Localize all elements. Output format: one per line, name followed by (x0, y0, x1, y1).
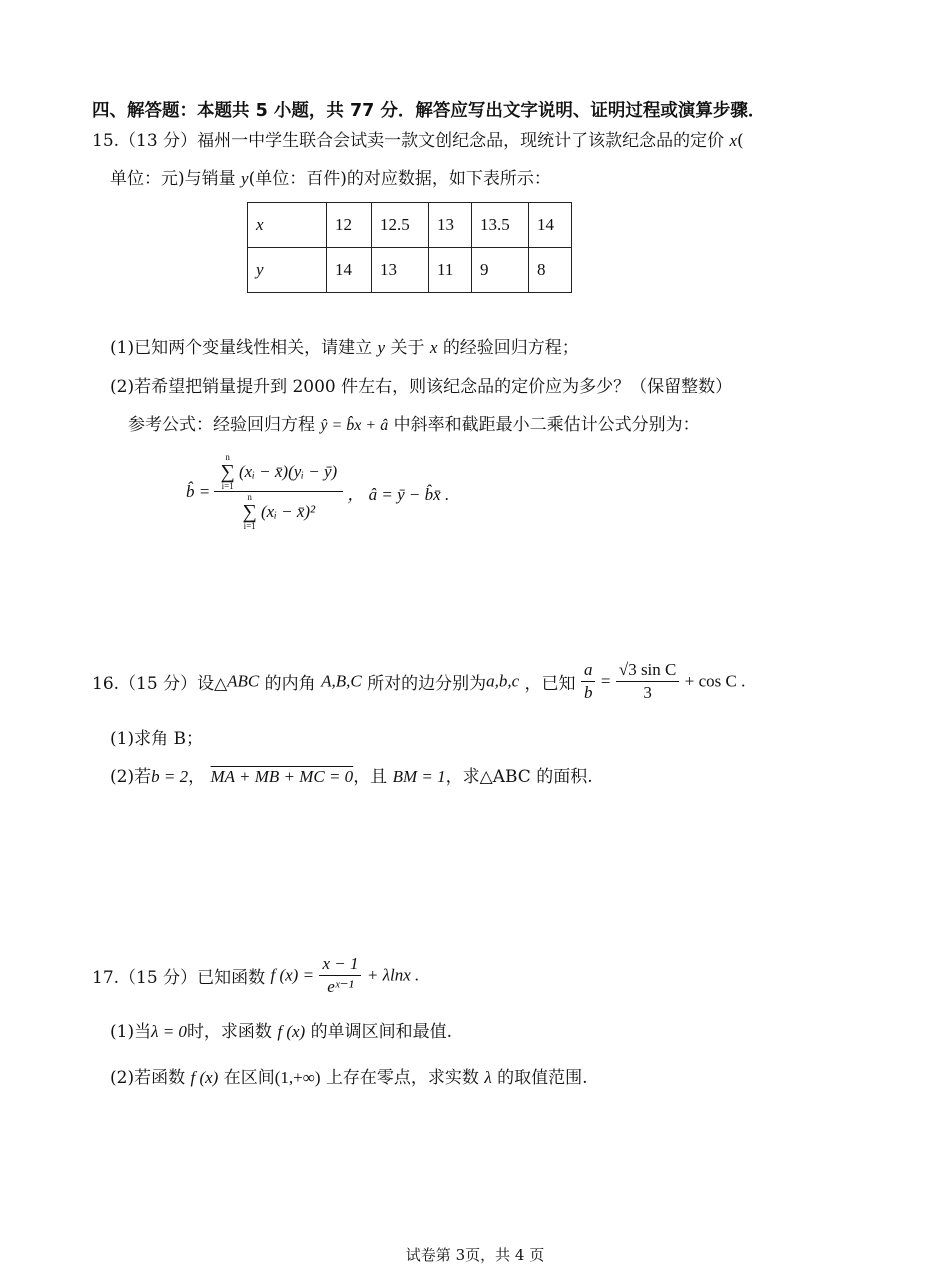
q16-part2: (2)若b = 2， MA + MB + MC = 0，且 BM = 1，求△ABC 的面积. (110, 767, 593, 787)
q17-stem-f: f (x) = (270, 965, 315, 985)
q16-stem-angles: A,B,C (321, 671, 362, 691)
q15-part1-pre: (1)已知两个变量线性相关，请建立 (110, 338, 373, 358)
q16-fraction-ab (581, 660, 596, 703)
q17-part2-f: f (x) (190, 1068, 219, 1087)
table-cell: 14 (327, 248, 372, 293)
table-row-label: x (248, 203, 327, 248)
q15-data-table (247, 202, 572, 293)
table-cell: 12 (327, 203, 372, 248)
q17-part2 (110, 1063, 588, 1088)
q15-formula-denominator (214, 492, 343, 531)
q17-part1-mid: 时，求函数 (186, 1022, 272, 1042)
table-row (248, 248, 572, 293)
q15-ref-eq: ŷ = b̂x + â (320, 417, 389, 434)
q16-part2-pre: (2)若 (110, 767, 152, 787)
q15-line1-text: 15.（13 分）福州一中学生联合会试卖一款文创纪念品，现统计了该款纪念品的定价 (92, 131, 725, 151)
q15-line2 (110, 164, 551, 189)
table-row-label: y (248, 248, 327, 293)
sigma-icon: ∑ (220, 461, 235, 483)
q16-frac-den: 3 (643, 683, 652, 702)
page-footer: 试卷第 3页，共 4 页 (405, 1246, 545, 1264)
q15-formula-fraction (214, 453, 343, 531)
q17-part1-cond: λ = 0 (151, 1022, 187, 1041)
sum-top: n (225, 452, 230, 462)
q16-stem-mid1: 的内角 (264, 674, 316, 694)
q16-part2-bm: BM = 1 (392, 767, 446, 786)
table-cell: 13.5 (472, 203, 529, 248)
sigma-icon: ∑ (242, 501, 257, 523)
q17-part2-mid: 在区间 (223, 1068, 275, 1088)
q17-frac-den: eˣ⁻¹ (327, 977, 354, 996)
table-cell: 11 (429, 248, 472, 293)
q15-part1-post: 的经验回归方程； (442, 338, 579, 358)
q16-stem-mid2: 所对的边分别为 (367, 674, 487, 694)
q15-line1 (92, 126, 744, 151)
q17-part1-pre: (1)当 (110, 1022, 152, 1042)
q15-part1 (110, 333, 579, 358)
q16-fraction-sin (616, 660, 680, 703)
q16-frac-a: a (581, 660, 596, 682)
table-cell: 12.5 (372, 203, 429, 248)
table-cell: 9 (472, 248, 529, 293)
q17-part2-tail: 的取值范围. (497, 1068, 588, 1088)
q15-line2-var: y (241, 169, 249, 188)
table-cell: 13 (429, 203, 472, 248)
q16-stem-mid3: ，已知 (524, 674, 576, 694)
q15-part1-y: y (377, 338, 386, 357)
q17-part2-post: 上存在零点，求实数 (325, 1068, 479, 1088)
q15-formula-b: b̂ = (186, 482, 211, 501)
table-cell: 13 (372, 248, 429, 293)
q17-part1-post: 的单调区间和最值. (310, 1022, 452, 1042)
q16-part1: (1)求角 B； (110, 729, 203, 749)
q17-stem (92, 954, 419, 997)
q15-line1-var: x (729, 131, 738, 150)
q15-part2: (2)若希望把销量提升到 2000 件左右，则该纪念品的定价应为多少？（保留整数） (110, 377, 733, 397)
section-heading: 四、解答题：本题共 5 小题，共 77 分．解答应写出文字说明、证明过程或演算步骤． (92, 101, 766, 121)
q17-fraction (319, 954, 361, 997)
q16-part2-cond: b = 2 (151, 767, 189, 786)
table-cell: 14 (529, 203, 572, 248)
sum-bottom: i=1 (243, 521, 256, 531)
q15-formula-numerator (214, 453, 343, 492)
q16-part2-vector-eq: MA + MB + MC = 0 (210, 767, 354, 786)
q16-stem-tail: + cos C . (684, 671, 746, 691)
q17-stem-pre: 17.（15 分）已知函数 (92, 968, 266, 988)
q15-formula-num-expr: (xᵢ − x̄)(yᵢ − ȳ) (239, 462, 338, 481)
q17-part2-pre: (2)若函数 (110, 1068, 186, 1088)
q15-line2-post: (单位：百件)的对应数据，如下表所示： (248, 169, 551, 189)
q16-frac-num: √3 sin C (616, 660, 680, 682)
table-cell: 8 (529, 248, 572, 293)
q16-stem-sides: a,b,c (486, 671, 520, 691)
q16-stem (92, 660, 745, 703)
q15-formula-den-expr: (xᵢ − x̄)² (260, 502, 316, 521)
q15-ref-post: 中斜率和截距最小二乘估计公式分别为： (393, 415, 700, 435)
q16-equals: = (600, 671, 611, 691)
q16-part2-post: ，求△ABC 的面积. (445, 767, 593, 787)
q15-data-table-wrap (247, 202, 572, 293)
sum-symbol (242, 493, 256, 531)
q17-part1-f: f (x) (277, 1022, 306, 1041)
sum-symbol (220, 453, 234, 491)
q17-frac-num: x − 1 (319, 954, 361, 976)
q17-stem-tail: + λlnx . (366, 965, 420, 985)
q17-part2-lambda: λ (484, 1068, 492, 1087)
q16-stem-pre: 16.（15 分）设△ (92, 674, 228, 694)
sum-top: n (247, 492, 252, 502)
q16-frac-b: b (583, 683, 593, 702)
q15-formula-a: ， â = ȳ − b̂x̄ . (347, 484, 450, 504)
q15-formula (186, 453, 449, 531)
q15-line1-tail: ( (737, 131, 744, 151)
table-row (248, 203, 572, 248)
q16-stem-abc: ABC (227, 671, 260, 691)
q15-reference (128, 410, 700, 435)
q15-part1-mid: 关于 (390, 338, 425, 358)
q15-line2-pre: 单位：元)与销量 (110, 169, 236, 189)
q17-part2-interval: (1,+∞) (274, 1068, 321, 1087)
sum-bottom: i=1 (221, 481, 234, 491)
q17-part1 (110, 1017, 452, 1042)
q16-part2-mid: ，且 (353, 767, 388, 787)
q15-part1-x: x (429, 338, 438, 357)
q15-ref-pre: 参考公式：经验回归方程 (128, 415, 315, 435)
